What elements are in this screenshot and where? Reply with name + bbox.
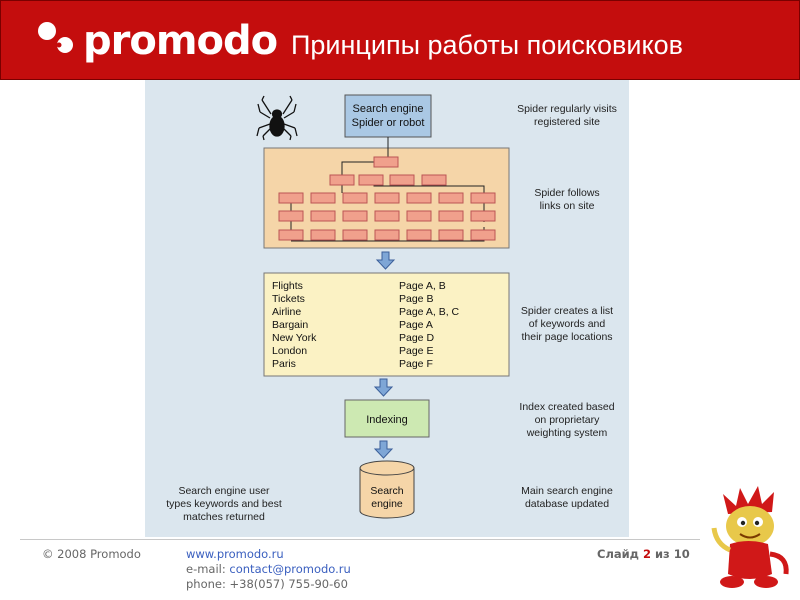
page xyxy=(375,211,399,221)
keyword-cell: Bargain xyxy=(272,319,309,331)
page xyxy=(407,230,431,240)
note-keywords-line-3: their page locations xyxy=(521,331,613,343)
page xyxy=(311,230,335,240)
note-keywords-line-1: Spider creates a list xyxy=(520,305,614,317)
logo-wordmark: promodo xyxy=(83,18,278,64)
page xyxy=(343,230,367,240)
note-spider-line-2: registered site xyxy=(534,116,600,128)
page xyxy=(279,193,303,203)
pages-cell: Page B xyxy=(399,293,434,305)
slide-prefix: Слайд xyxy=(597,547,643,561)
page xyxy=(439,230,463,240)
page xyxy=(390,175,414,185)
email-label: e-mail: xyxy=(186,562,230,576)
database-label-line-2: engine xyxy=(371,498,403,510)
page-root xyxy=(374,157,398,167)
page xyxy=(407,211,431,221)
page xyxy=(343,193,367,203)
page xyxy=(343,211,367,221)
database-label-line-1: Search xyxy=(370,485,404,497)
page-title: Принципы работы поисковиков xyxy=(291,30,683,60)
page xyxy=(311,211,335,221)
pages-cell: Page D xyxy=(399,332,435,344)
spider-box-line-1: Search engine xyxy=(352,103,424,115)
page xyxy=(471,211,495,221)
email-link[interactable]: contact@promodo.ru xyxy=(229,562,351,576)
pages-cell: Page A, B, C xyxy=(399,306,460,318)
copyright-text: © 2008 Promodo xyxy=(42,547,141,561)
pages-cell: Page A, B xyxy=(399,280,446,292)
email-line xyxy=(186,562,351,577)
keyword-cell: Flights xyxy=(272,280,303,292)
keyword-cell: Paris xyxy=(272,358,296,370)
note-user-line-1: Search engine user xyxy=(178,485,270,497)
slide-current: 2 xyxy=(642,547,651,561)
note-links-line-1: Spider follows xyxy=(534,187,600,199)
page xyxy=(279,211,303,221)
note-database-line-2: database updated xyxy=(524,498,610,510)
slide-total: 10 xyxy=(673,547,690,561)
page xyxy=(375,193,399,203)
note-links-line-2: links on site xyxy=(539,200,595,212)
slide-middle: из xyxy=(651,547,674,561)
note-index-line-1: Index created based xyxy=(519,401,615,413)
page xyxy=(471,230,495,240)
page xyxy=(422,175,446,185)
note-spider-line-1: Spider regularly visits xyxy=(517,103,617,115)
website-link[interactable]: www.promodo.ru xyxy=(186,547,284,561)
indexing-label: Indexing xyxy=(366,414,408,426)
note-index-line-3: weighting system xyxy=(526,427,608,439)
page xyxy=(407,193,431,203)
note-user-line-3: matches returned xyxy=(183,511,265,523)
phone-text: phone: +38(057) 755-90-60 xyxy=(186,577,348,591)
spider-box-line-2: Spider or robot xyxy=(351,117,425,129)
pages-cell: Page F xyxy=(399,358,433,370)
note-keywords-line-2: of keywords and xyxy=(528,318,606,330)
page xyxy=(439,193,463,203)
footer-divider xyxy=(20,539,700,540)
keyword-cell: Tickets xyxy=(272,293,305,305)
mascot-icon xyxy=(708,484,798,594)
pages-cell: Page E xyxy=(399,345,434,357)
note-database-line-1: Main search engine xyxy=(521,485,613,497)
page xyxy=(279,230,303,240)
page xyxy=(471,193,495,203)
keyword-cell: London xyxy=(272,345,308,357)
page xyxy=(359,175,383,185)
page xyxy=(439,211,463,221)
spider-box xyxy=(345,95,431,137)
page xyxy=(311,193,335,203)
keyword-cell: Airline xyxy=(272,306,302,318)
keyword-cell: New York xyxy=(272,332,317,344)
note-user-line-2: types keywords and best xyxy=(166,498,282,510)
page xyxy=(330,175,354,185)
page xyxy=(375,230,399,240)
pages-cell: Page A xyxy=(399,319,433,331)
note-index-line-2: on proprietary xyxy=(534,414,600,426)
slide-counter xyxy=(597,547,690,562)
